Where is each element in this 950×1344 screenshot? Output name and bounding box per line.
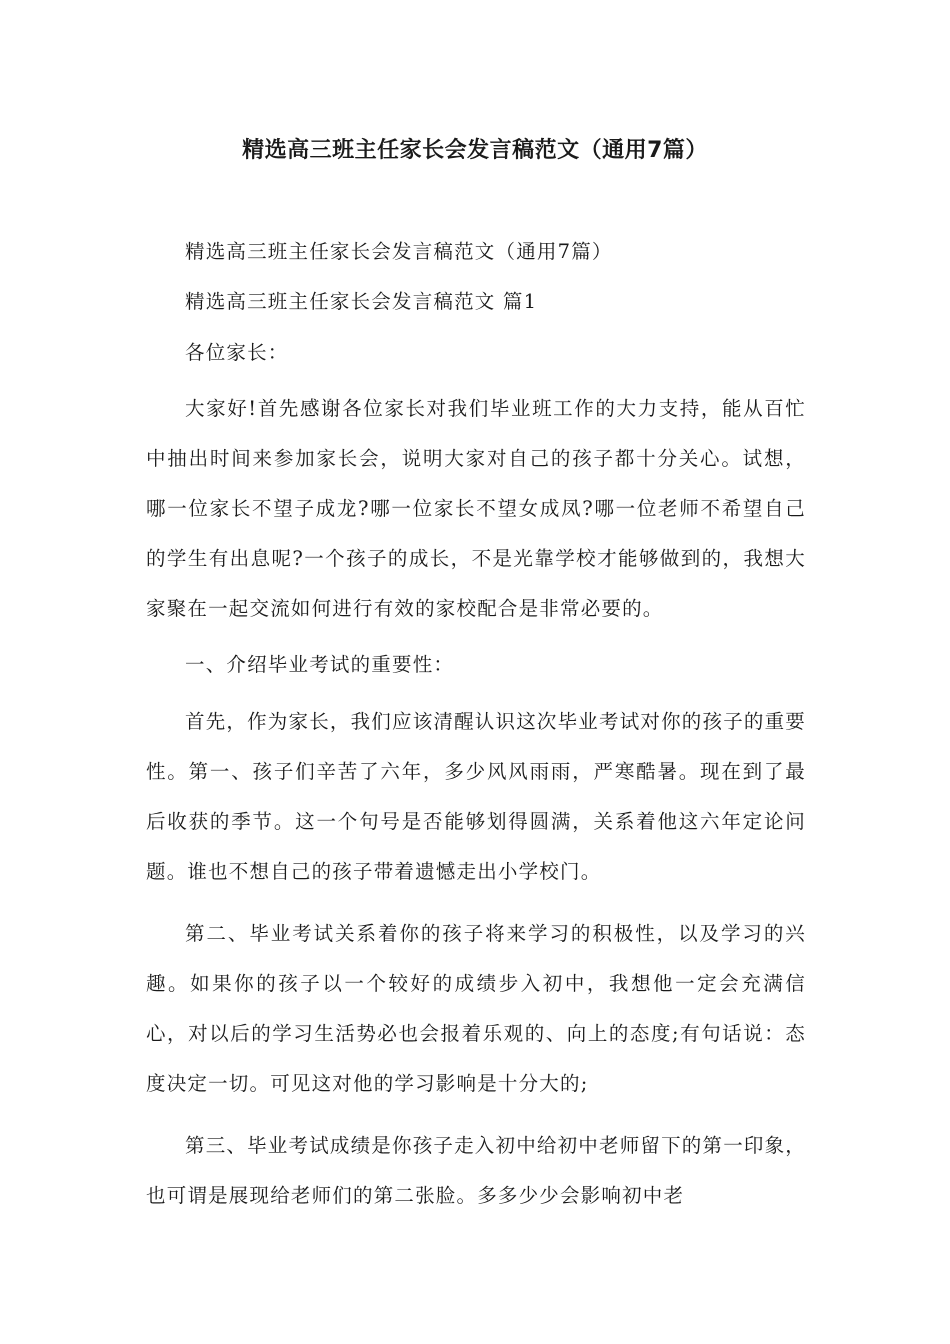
paragraph-third: 第三、毕业考试成绩是你孩子走入初中给初中老师留下的第一印象，也可谓是展现给老师们的第二张脸。多多少少会影响初中老 xyxy=(146,1133,807,1207)
document-body xyxy=(146,233,806,1221)
salutation: 各位家长： xyxy=(185,340,289,364)
document-title: 精选高三班主任家长会发言稿范文（通用7篇） xyxy=(242,138,708,163)
section-heading: 精选高三班主任家长会发言稿范文 篇1 xyxy=(185,290,538,314)
paragraph-second: 第二、毕业考试关系着你的孩子将来学习的积极性，以及学习的兴趣。如果你的孩子以一个较好的成绩步入初中，我想他一定会充满信心，对以后的学习生活势必也会报着乐观的、向上的态度;有句话说：态度决定一切。可见这对他的学习影响是十分大的; xyxy=(146,921,806,1095)
paragraph-first: 首先，作为家长，我们应该清醒认识这次毕业考试对你的孩子的重要性。第一、孩子们辛苦了六年，多少风风雨雨，严寒酷暑。现在到了最后收获的季节。这一个句号是否能够划得圆满，关系着他这六年定论问题。谁也不想自己的孩子带着遗憾走出小学校门。 xyxy=(146,709,807,883)
paragraph-opening: 大家好!首先感谢各位家长对我们毕业班工作的大力支持，能从百忙中抽出时间来参加家长会，说明大家对自己的孩子都十分关心。试想，哪一位家长不望子成龙?哪一位家长不望女成凤?哪一位老师不希望自己的学生有出息呢?一个孩子的成长，不是光靠学校才能够做到的，我想大家聚在一起交流如何进行有效的家校配合是非常必要的。 xyxy=(146,397,806,621)
subtitle-line: 精选高三班主任家长会发言稿范文（通用7篇） xyxy=(185,240,613,263)
point-heading: 一、介绍毕业考试的重要性： xyxy=(185,653,455,677)
